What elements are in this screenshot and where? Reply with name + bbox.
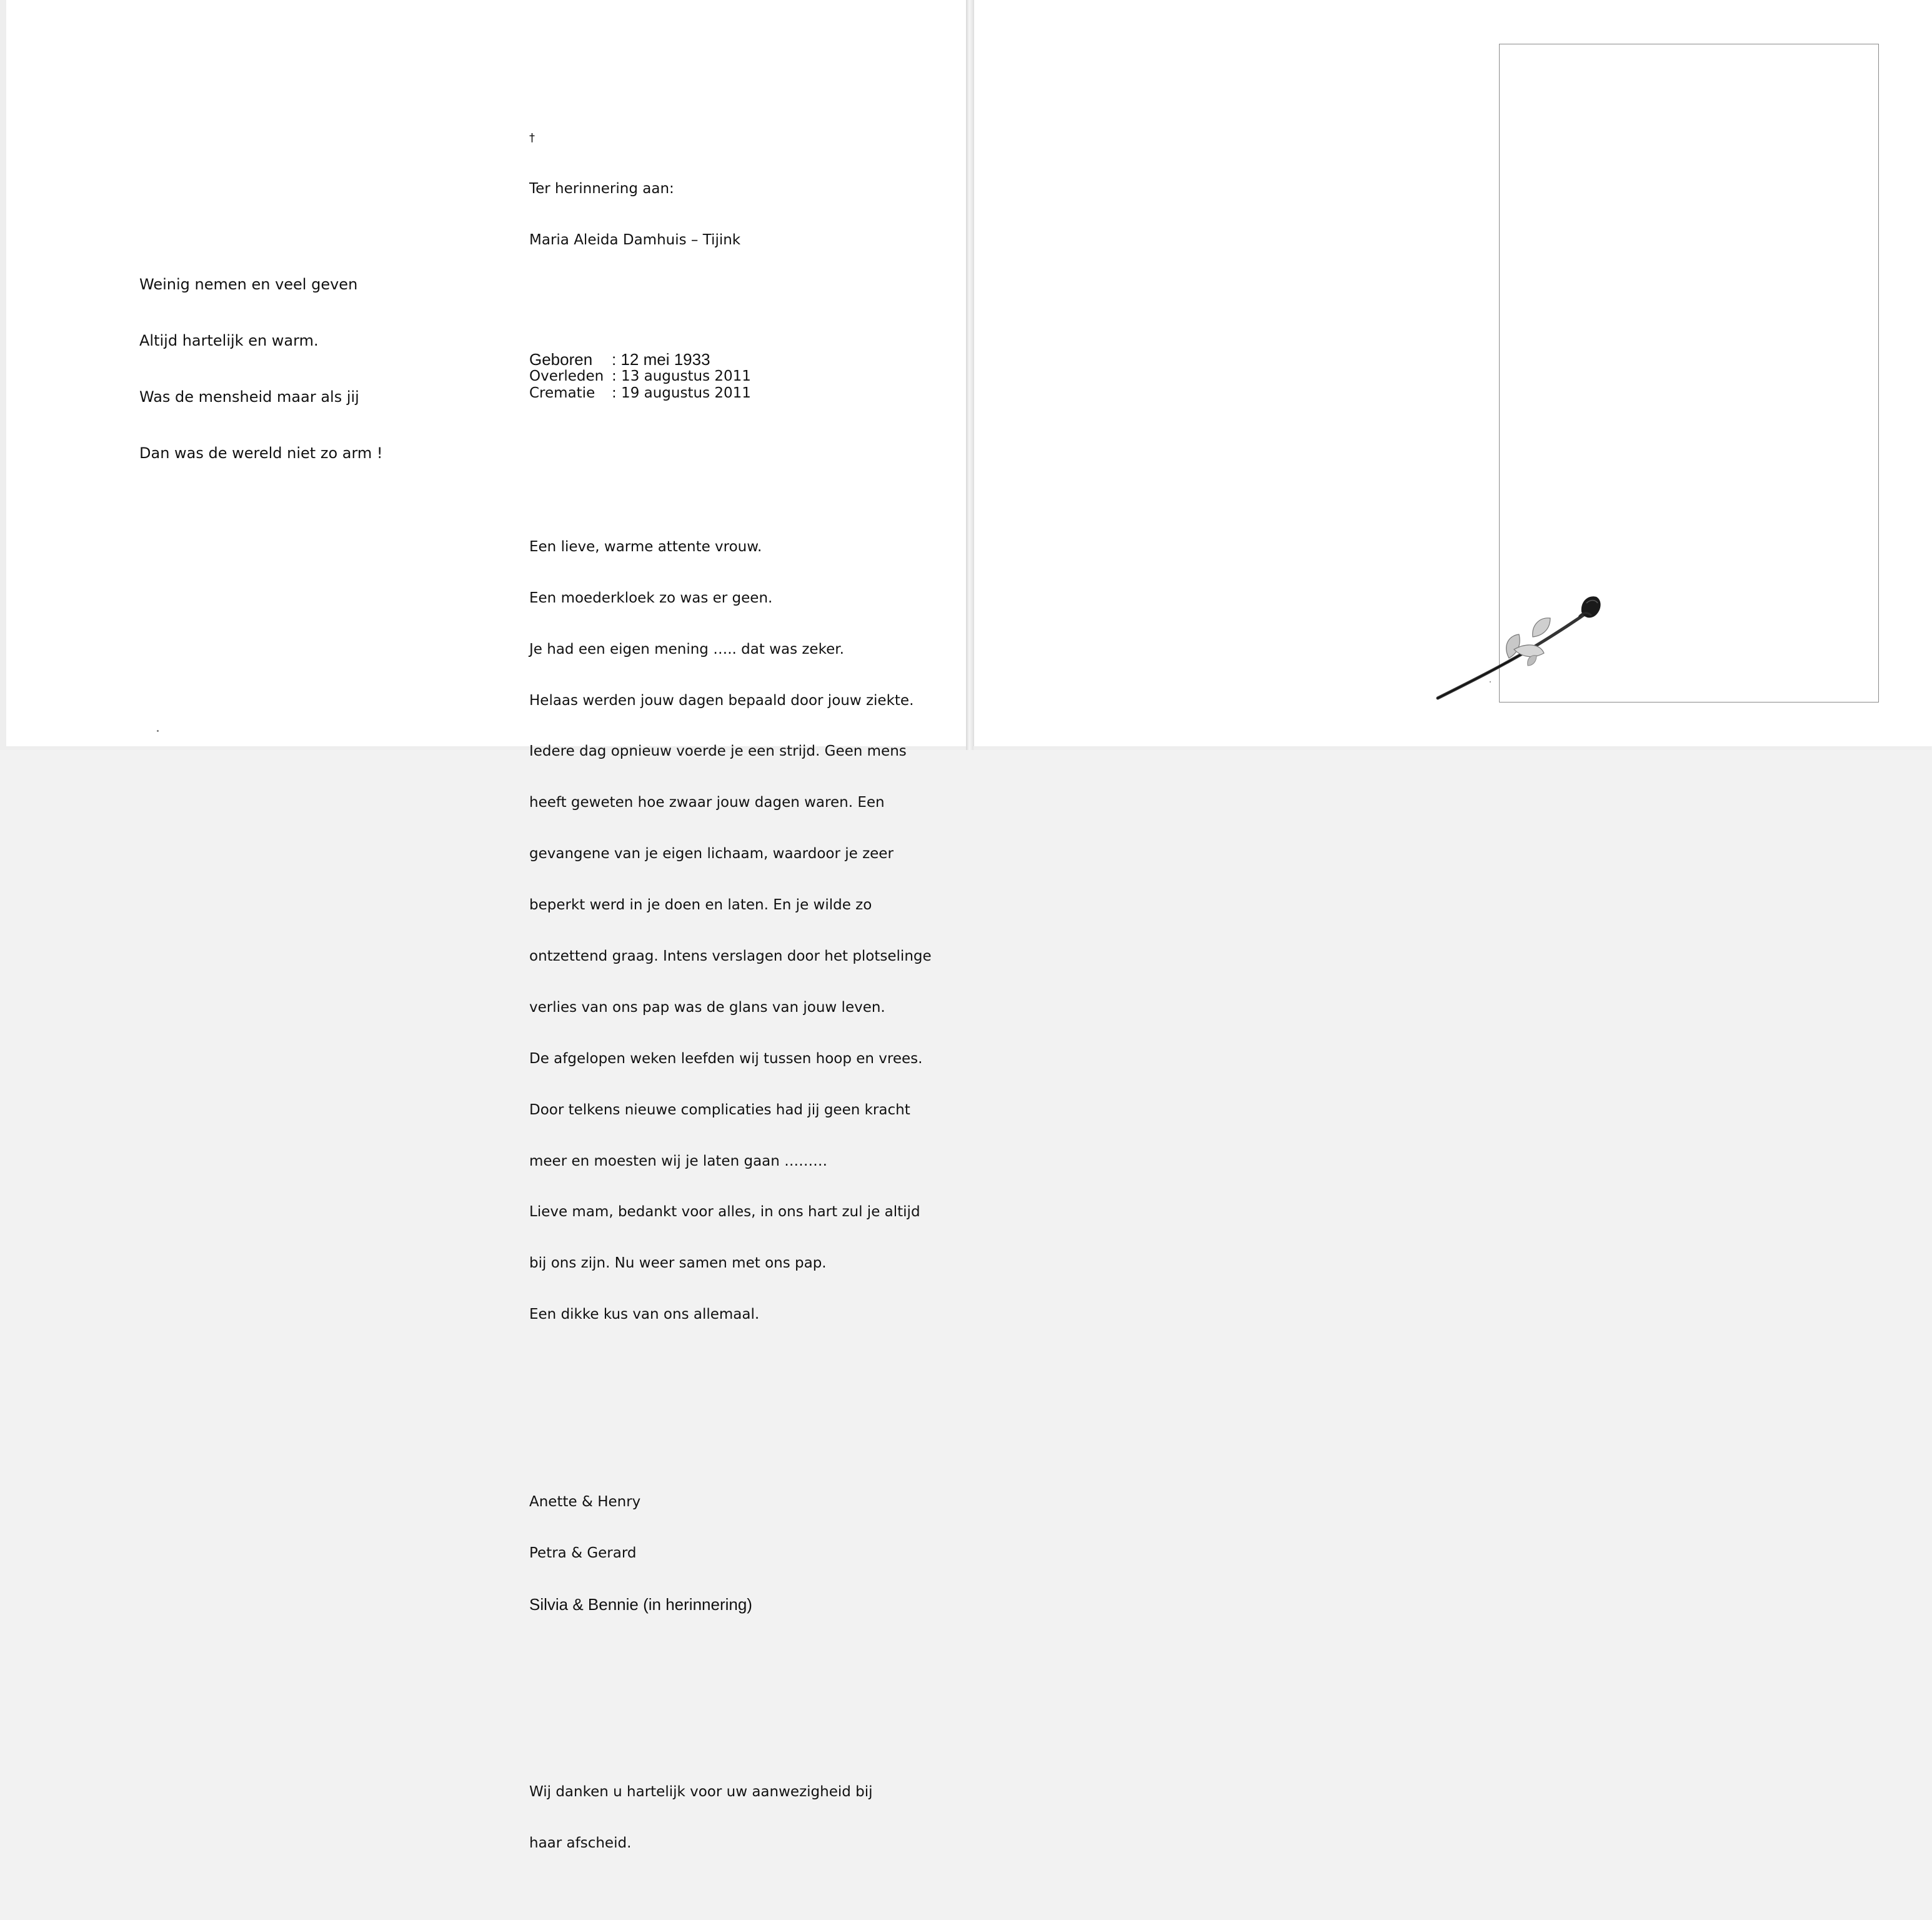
- tribute-line: heeft geweten hoe zwaar jouw dagen waren. Een: [529, 794, 885, 811]
- memorial-text: [529, 97, 932, 1920]
- paper-speck: [1490, 681, 1491, 682]
- tribute-line: Lieve mam, bedankt voor alles, in ons hart zul je altijd: [529, 1204, 920, 1221]
- card-fold: [966, 0, 973, 750]
- tribute-line: verlies van ons pap was de glans van jouw leven.: [529, 999, 885, 1016]
- date-label: Overleden: [529, 368, 604, 385]
- date-label: Crematie: [529, 385, 595, 402]
- date-label: Geboren: [529, 349, 593, 369]
- date-row-cremation: [529, 385, 751, 402]
- family-list: [529, 1460, 932, 1648]
- right-page: [973, 0, 1932, 746]
- thanks-line: haar afscheid.: [529, 1834, 632, 1851]
- date-value: : 19 augustus 2011: [612, 385, 751, 402]
- tribute-line: bij ons zijn. Nu weer samen met ons pap.: [529, 1255, 827, 1272]
- date-row-born: [529, 351, 751, 368]
- deceased-name: Maria Aleida Damhuis – Tijink: [529, 232, 741, 249]
- tribute-line: ontzettend graag. Intens verslagen door het plotselinge: [529, 948, 932, 964]
- poem-line: Altijd hartelijk en warm.: [139, 332, 319, 349]
- memorial-intro: Ter herinnering aan:: [529, 181, 674, 198]
- cross-icon: †: [529, 131, 535, 144]
- poem-line: Was de mensheid maar als jij: [139, 388, 359, 406]
- tribute-line: beperkt werd in je doen en laten. En je wilde zo: [529, 897, 872, 914]
- tribute-text: [529, 504, 932, 1358]
- tribute-line: Een moederkloek zo was er geen.: [529, 589, 773, 606]
- left-page: [6, 0, 967, 1851]
- family-line: Silvia & Bennie (in herinnering): [529, 1594, 752, 1614]
- tribute-line: Een dikke kus van ons allemaal.: [529, 1306, 760, 1323]
- date-value: : 12 mei 1933: [612, 349, 710, 369]
- thanks-text: [529, 1749, 932, 1886]
- paper-speck: [157, 730, 159, 732]
- tribute-line: meer en moesten wij je laten gaan ………: [529, 1152, 828, 1169]
- tribute-line: Helaas werden jouw dagen bepaald door jouw ziekte.: [529, 692, 914, 709]
- poem-line: Weinig nemen en veel geven: [139, 276, 358, 293]
- tribute-line: Een lieve, warme attente vrouw.: [529, 538, 762, 555]
- tribute-line: Je had een eigen mening ….. dat was zeker.: [529, 641, 844, 658]
- dates-table: [529, 351, 751, 402]
- family-line: Petra & Gerard: [529, 1545, 637, 1562]
- rose-icon: [1434, 584, 1603, 703]
- tribute-line: De afgelopen weken leefden wij tussen hoop en vrees.: [529, 1050, 923, 1067]
- date-value: : 13 augustus 2011: [612, 368, 751, 385]
- thanks-line: Wij danken u hartelijk voor uw aanwezigheid bij: [529, 1783, 873, 1800]
- tribute-line: Door telkens nieuwe complicaties had jij geen kracht: [529, 1101, 910, 1118]
- poem-line: Dan was de wereld niet zo arm !: [139, 444, 383, 462]
- tribute-line: gevangene van je eigen lichaam, waardoor je zeer: [529, 846, 894, 862]
- tribute-line: Iedere dag opnieuw voerde je een strijd. Geen mens: [529, 743, 907, 760]
- family-line: Anette & Henry: [529, 1494, 641, 1511]
- poem: [139, 238, 383, 500]
- date-row-died: [529, 368, 751, 385]
